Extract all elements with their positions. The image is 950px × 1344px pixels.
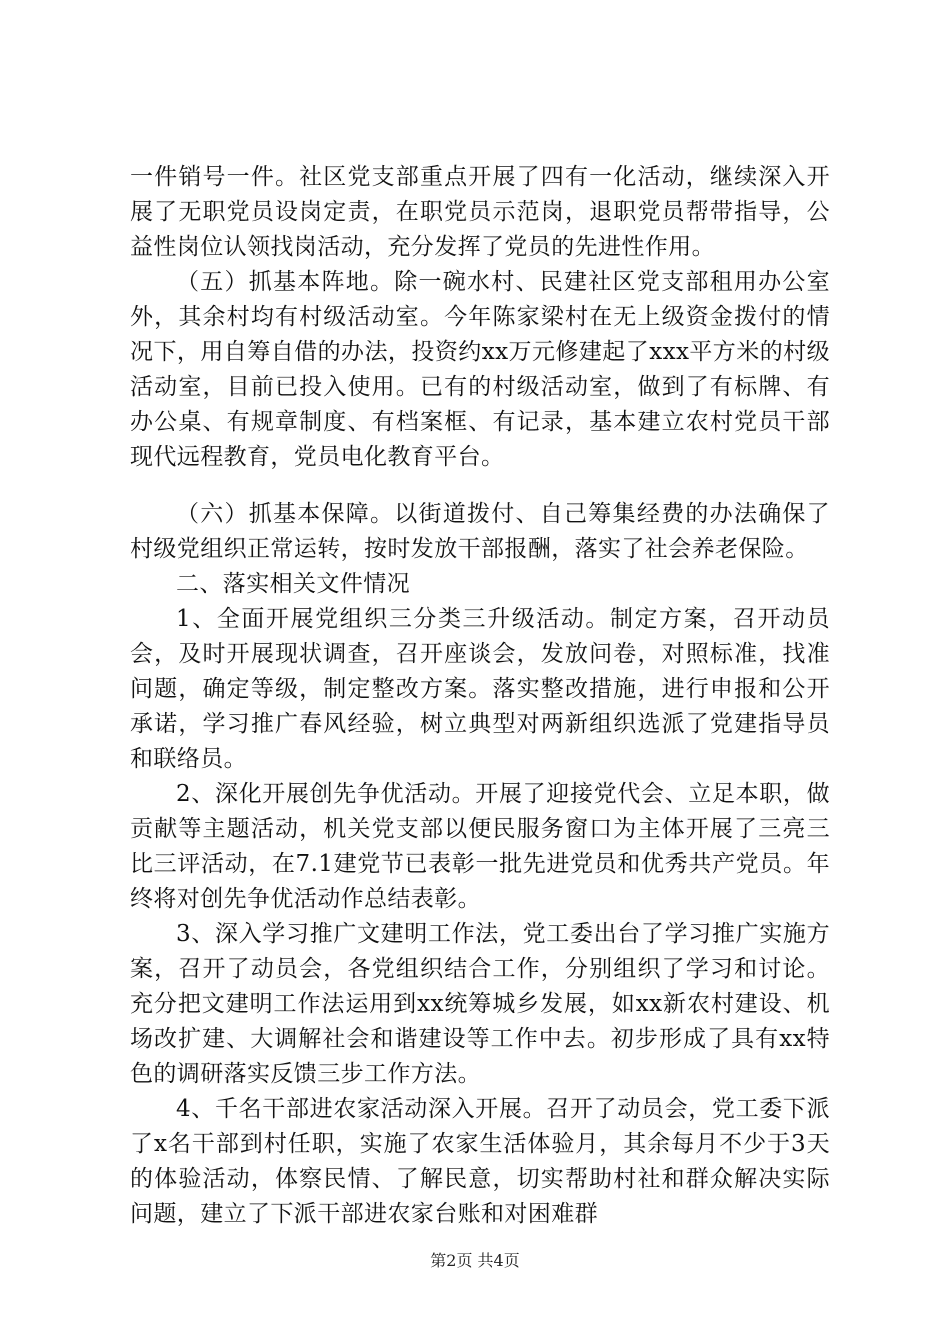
paragraph-item-1: 1、全面开展党组织三分类三升级活动。制定方案，召开动员会，及时开展现状调查，召开座谈会，发放问卷，对照标准，找准问题，确定等级，制定整改方案。落实整改措施，进行申报和公开承诺，学习推广春风经验，树立典型对两新组织选派了党建指导员和联络员。: [130, 606, 830, 772]
paragraph-item-4: 4、千名干部进农家活动深入开展。召开了动员会，党工委下派了x名干部到村任职，实施了农家生活体验月，其余每月不少于3天的体验活动，体察民情、了解民意，切实帮助村社和群众解决实际问题，建立了下派干部进农家台账和对困难群: [130, 1096, 830, 1227]
paragraph-item-3: 3、深入学习推广文建明工作法，党工委出台了学习推广实施方案，召开了动员会，各党组织结合工作，分别组织了学习和讨论。充分把文建明工作法运用到xx统筹城乡发展，如xx新农村建设、机场改扩建、大调解社会和谐建设等工作中去。初步形成了具有xx特色的调研落实反馈三步工作方法。: [130, 921, 830, 1087]
paragraph-continuation: 一件销号一件。社区党支部重点开展了四有一化活动，继续深入开展了无职党员设岗定责，在职党员示范岗，退职党员帮带指导，公益性岗位认领找岗活动，充分发挥了党员的先进性作用。: [130, 164, 830, 260]
paragraph-section-6: （六）抓基本保障。以街道拨付、自己筹集经费的办法确保了村级党组织正常运转，按时发放干部报酬，落实了社会养老保险。: [130, 501, 830, 562]
page-footer: 第2页 共4页: [430, 1251, 520, 1270]
document-body: [130, 160, 830, 1232]
paragraph-item-2: 2、深化开展创先争优活动。开展了迎接党代会、立足本职，做贡献等主题活动，机关党支部以便民服务窗口为主体开展了三亮三比三评活动，在7.1建党节已表彰一批先进党员和优秀共产党员。年终将对创先争优活动作总结表彰。: [130, 781, 830, 912]
paragraph-section-5: （五）抓基本阵地。除一碗水村、民建社区党支部租用办公室外，其余村均有村级活动室。今年陈家梁村在无上级资金拨付的情况下，用自筹自借的办法，投资约xx万元修建起了xxx平方米的村级活动室，目前已投入使用。已有的村级活动室，做到了有标牌、有办公桌、有规章制度、有档案框、有记录，基本建立农村党员干部现代远程教育，党员电化教育平台。: [130, 269, 830, 470]
section-heading-2: 二、落实相关文件情况: [176, 571, 410, 597]
